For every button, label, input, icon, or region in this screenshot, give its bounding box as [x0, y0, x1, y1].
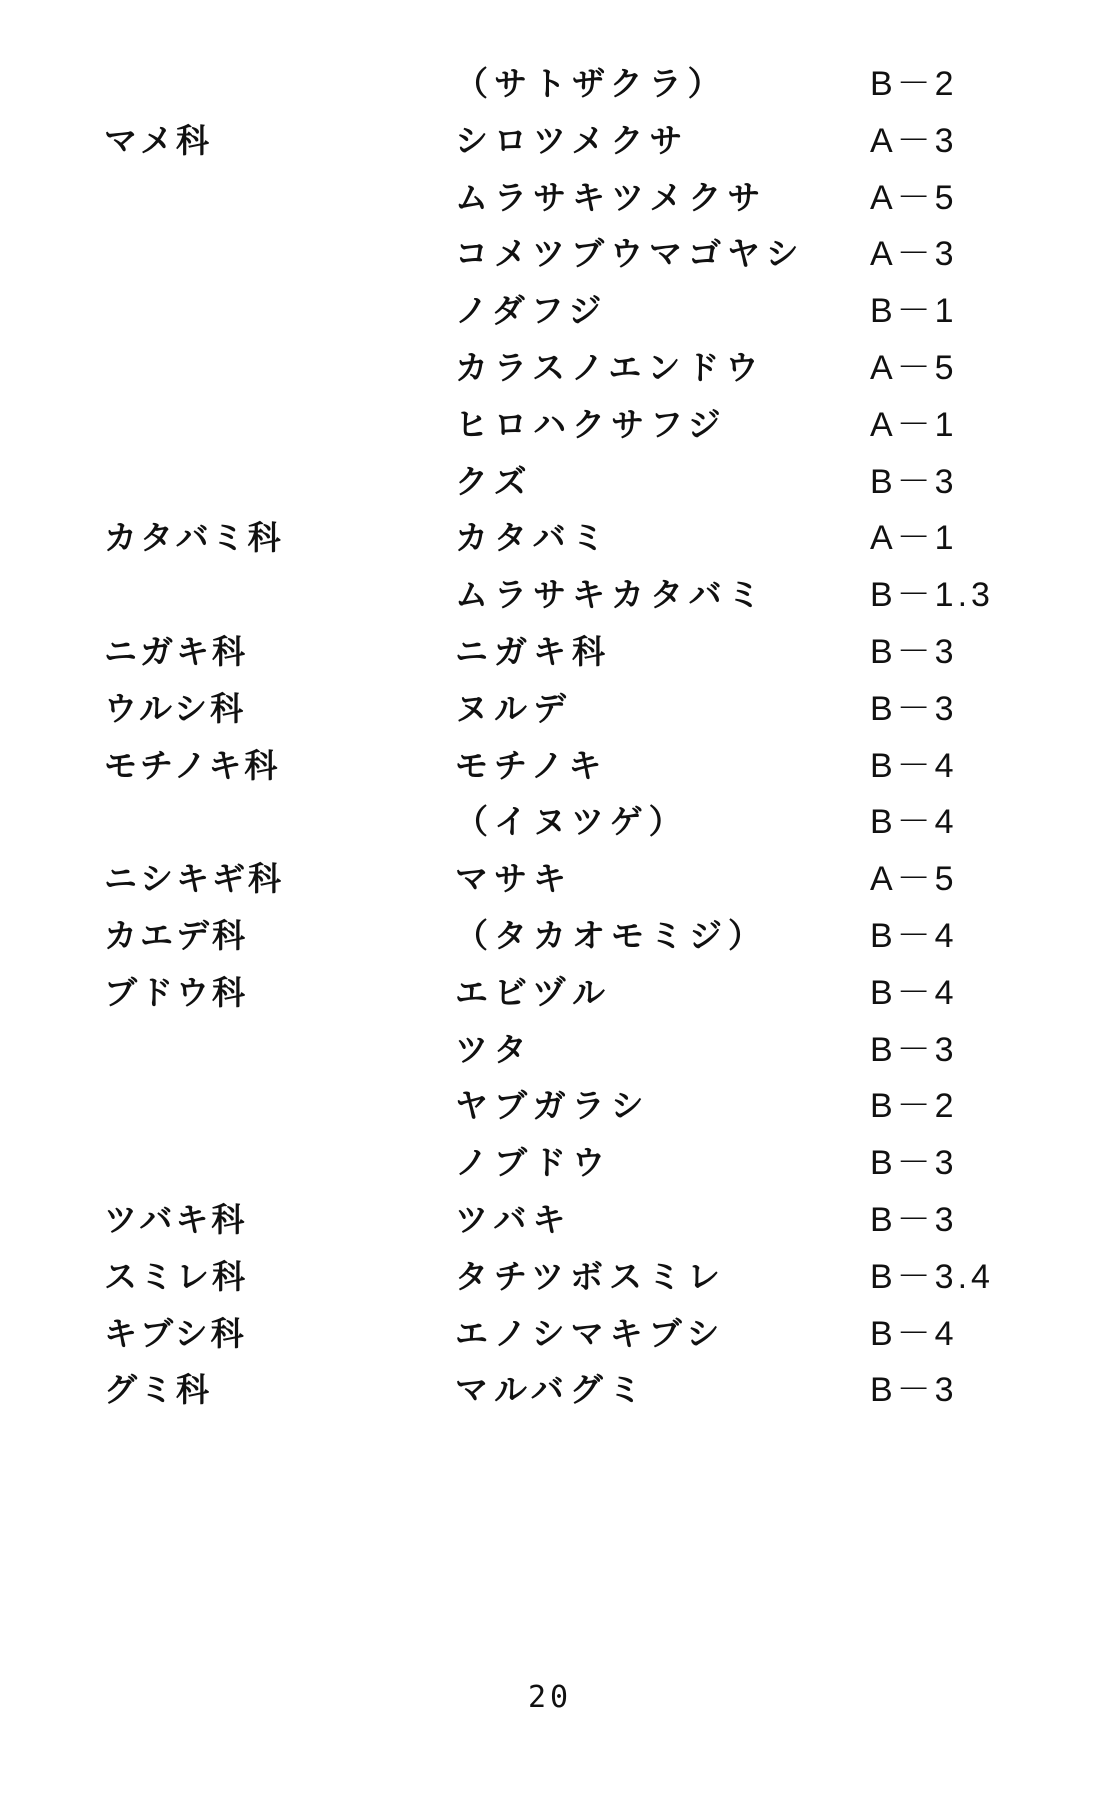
rank-code: B－3: [870, 1030, 958, 1069]
species-name: ツタ: [455, 1029, 533, 1069]
species-name: ツバキ: [455, 1200, 572, 1239]
species-name: マサキ: [455, 859, 572, 899]
species-name: シロツメクサ: [455, 120, 689, 160]
list-item: [0, 226, 1100, 282]
list-item: [0, 283, 1100, 339]
family-name: ツバキ科: [104, 1200, 248, 1239]
rank-code: B－3: [870, 1371, 958, 1410]
species-name: カラスノエンドウ: [455, 348, 765, 387]
list-item: [0, 113, 1100, 169]
list-item: [0, 397, 1100, 453]
species-name: （タカオモミジ）: [455, 916, 767, 955]
rank-code: B－2: [870, 65, 958, 103]
species-name: （イヌツゲ）: [455, 802, 688, 842]
species-name: エノシマキブシ: [455, 1313, 726, 1353]
family-name: カエデ科: [104, 916, 248, 955]
species-name: マルバグミ: [455, 1370, 648, 1410]
family-name: カタバミ科: [104, 518, 284, 558]
species-name: ノブドウ: [455, 1143, 611, 1183]
list-item: [0, 510, 1100, 566]
species-name: コメツブウマゴヤシ: [455, 234, 805, 274]
list-item: [0, 738, 1100, 794]
species-name: ヌルデ: [455, 688, 572, 728]
family-name: ウルシ科: [104, 688, 247, 728]
species-name: タチツボスミレ: [455, 1256, 727, 1296]
family-name: モチノキ科: [104, 745, 281, 785]
rank-code: A－5: [870, 178, 958, 217]
list-item: [0, 794, 1100, 850]
species-name: モチノキ: [455, 745, 608, 785]
list-item: [0, 1078, 1100, 1134]
species-name: ムラサキカタバミ: [455, 575, 767, 615]
family-name: ニガキ科: [104, 632, 248, 671]
list-item: [0, 567, 1100, 623]
rank-code: B－4: [870, 973, 958, 1012]
species-name: ノダフジ: [455, 291, 608, 331]
family-name: スミレ科: [104, 1256, 248, 1296]
rank-code: B－3: [870, 1201, 958, 1239]
list-item: [0, 1022, 1100, 1078]
rank-code: A－1: [870, 405, 958, 444]
list-item: [0, 1306, 1100, 1362]
species-name: ヒロハクサフジ: [455, 404, 727, 444]
family-name: ブドウ科: [104, 972, 248, 1012]
list-item: [0, 340, 1100, 396]
list-item: [0, 1135, 1100, 1191]
species-name: エビヅル: [455, 972, 611, 1012]
page-number: 20: [527, 1680, 573, 1715]
species-name: ヤブガラシ: [455, 1086, 650, 1126]
rank-code: A－5: [870, 860, 958, 899]
rank-code: B－3: [870, 689, 958, 728]
list-item: [0, 965, 1100, 1021]
list-item: [0, 1192, 1100, 1248]
list-item: [0, 454, 1100, 510]
rank-code: B－1.3: [870, 576, 994, 615]
species-name: ニガキ科: [455, 632, 611, 671]
rank-code: B－4: [870, 917, 958, 955]
list-item: [0, 1362, 1100, 1418]
rank-code: B－4: [870, 1314, 958, 1353]
family-name: グミ科: [104, 1370, 212, 1410]
rank-code: B－1: [870, 292, 958, 331]
species-name: カタバミ: [455, 518, 611, 558]
list-item: [0, 851, 1100, 907]
rank-code: B－3: [870, 633, 958, 671]
family-name: マメ科: [104, 120, 212, 160]
rank-code: A－3: [870, 121, 958, 160]
list-item: [0, 908, 1100, 964]
rank-code: B－3: [870, 1144, 958, 1183]
species-name: （サトザクラ）: [455, 64, 727, 103]
species-name: ムラサキツメクサ: [455, 177, 767, 217]
family-name: ニシキギ科: [104, 859, 284, 899]
species-name: クズ: [455, 461, 533, 501]
family-name: キブシ科: [104, 1313, 247, 1353]
rank-code: A－3: [870, 235, 958, 274]
rank-code: A－1: [870, 519, 958, 558]
list-item: [0, 170, 1100, 226]
rank-code: B－3.4: [870, 1257, 994, 1296]
list-item: [0, 56, 1100, 112]
list-item: [0, 681, 1100, 737]
rank-code: B－4: [870, 803, 958, 842]
list-item: [0, 624, 1100, 680]
list-item: [0, 1249, 1100, 1305]
rank-code: B－4: [870, 746, 958, 785]
rank-code: A－5: [870, 349, 958, 387]
rank-code: B－3: [870, 462, 958, 501]
rank-code: B－2: [870, 1087, 958, 1126]
